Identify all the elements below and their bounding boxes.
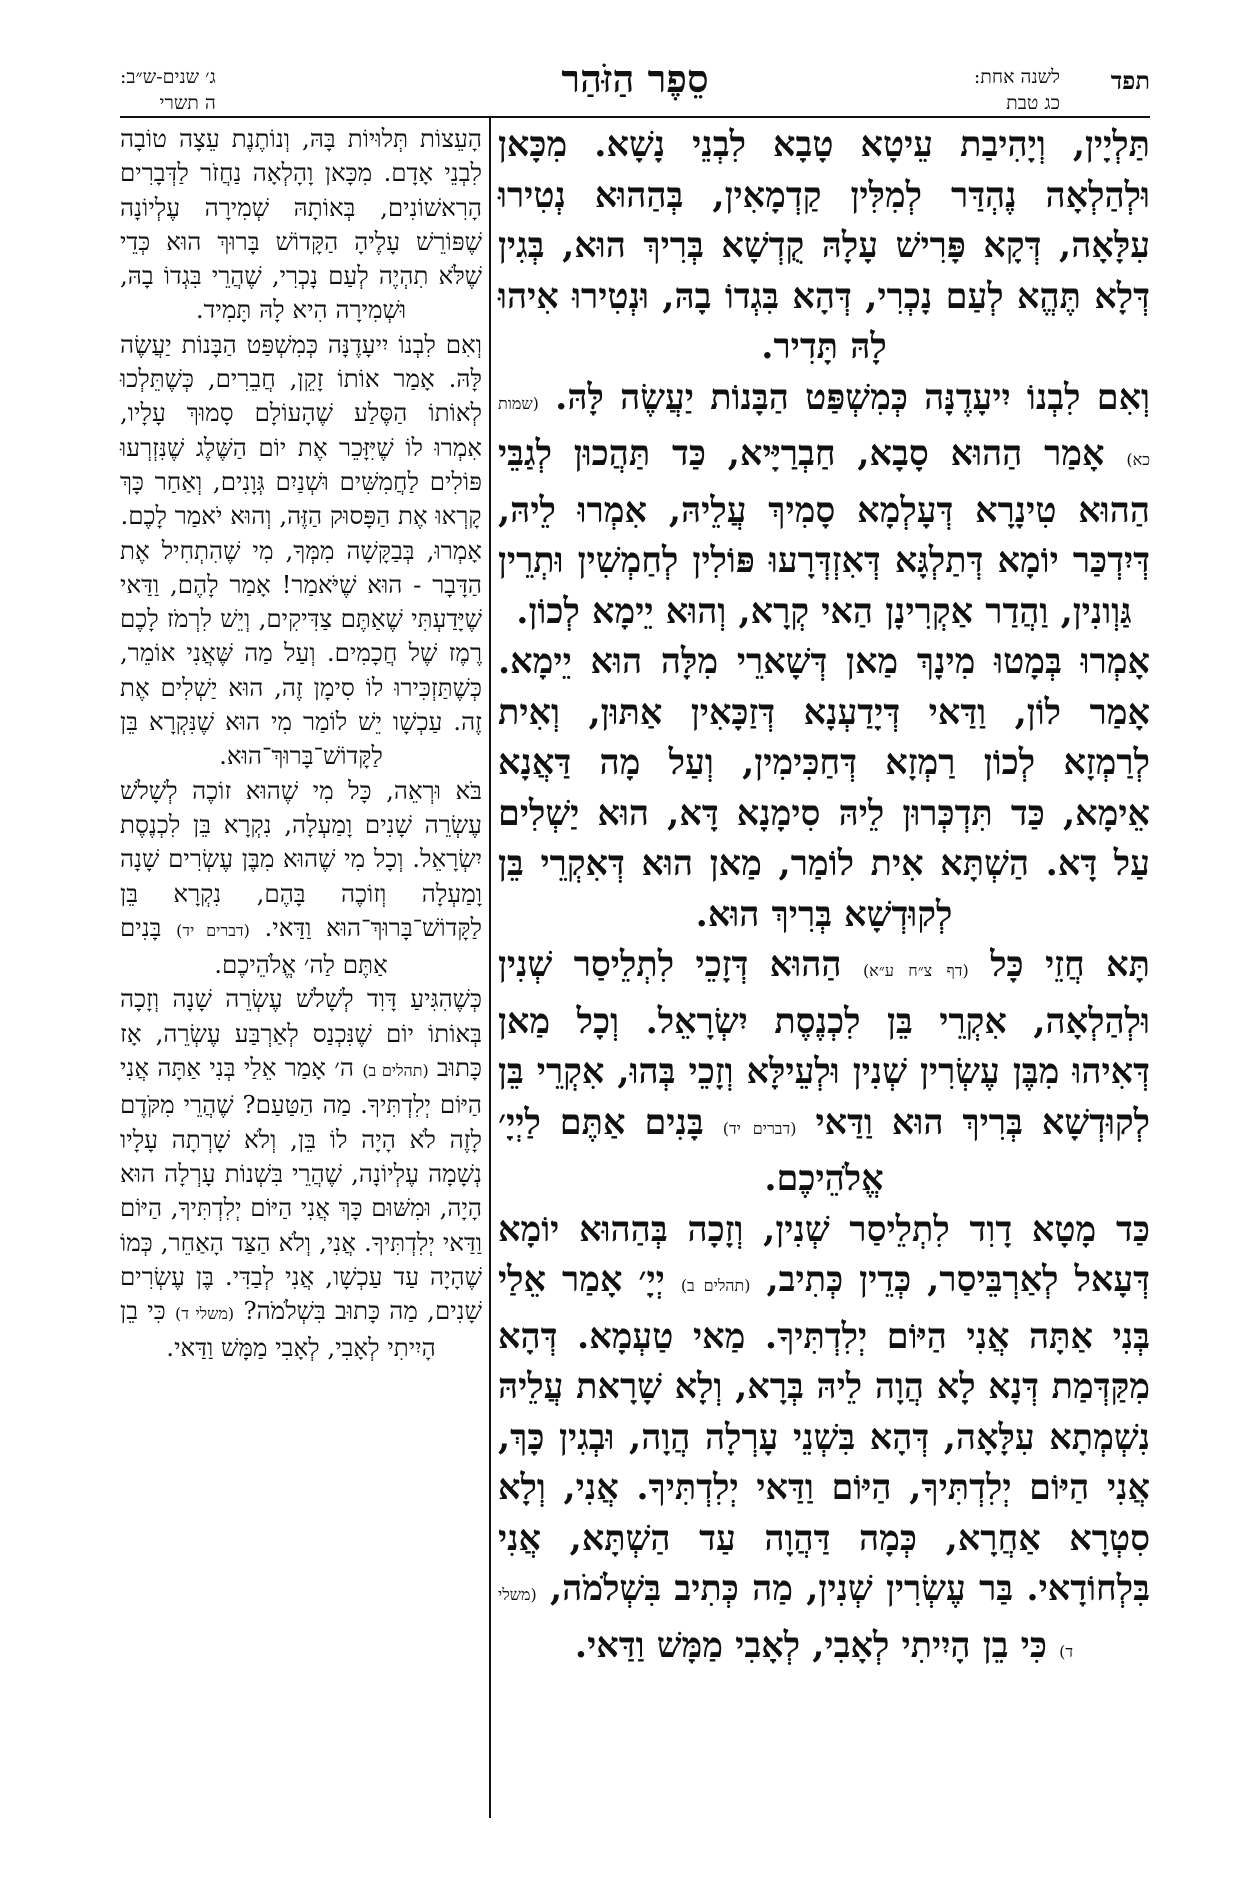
reading-schedule-three-years	[120, 64, 216, 116]
paragraph-text: אָמְרוּ, בְּבַקָּשָׁה מִמְּךָ, מִי שֶׁהִתְחִיל אֶת הַדָּבָר - הוּא שֶׁיֹּאמַר! אָמַר לָהֶם, וַדַּאי שֶׁיָּדַעְתִּי שֶׁאַתֶּם צַדִּיקִים, וְיֵשׁ לִרְמֹז לָכֶם רֶמֶז שֶׁל חֲכָמִים. וְעַל מַה שֶּׁאֲנִי אוֹמֵר, כְּשֶׁתַּזְכִּירוּ לוֹ סִימָן זֶה, הוּא יַשְׁלִים אֶת זֶה. עַכְשָׁו יֵשׁ לוֹמַר מִי הוּא שֶׁנִּקְרָא בֵּן לַקָּדוֹשׁ־בָּרוּךְ־הוּא.	[120, 535, 482, 771]
main-paragraph	[498, 940, 1150, 1205]
verse-reference: (דברים יד)	[722, 1118, 797, 1138]
verse-reference: (תהלים ב)	[680, 1276, 751, 1295]
main-paragraph	[498, 1205, 1150, 1678]
verse-reference: (משלי ד)	[498, 1585, 1074, 1661]
verse-reference: (תהלים ב)	[362, 1061, 429, 1081]
main-paragraph	[498, 637, 1150, 940]
side-paragraph	[120, 328, 482, 534]
main-paragraph	[498, 120, 1150, 373]
schedule-date: כג טבת	[1006, 92, 1060, 114]
paragraph-text: אָמְרוּ בְּמָטוּ מִינָךְ מַאן דְּשָׁארֵי מִלָּה הוּא יֵימָא. אָמַר לוֹן, וַדַּאי דְּיָדַעְנָא דְּזַכָּאִין אַתּוּן, וְאִית לְרַמְזָא לְכוֹן רַמְזָא דְּחַכִּימִין, וְעַל מָה דַּאֲנָא אֵימָא, כַּד תִּדְכְּרוּן לֵיהּ סִימָנָא דָּא, הוּא יַשְׁלִים עַל דָּא. הַשְׁתָּא אִית לוֹמַר, מַאן הוּא דְּאִקְרֵי בֵּן לְקוּדְשָׁא בְּרִיךְ הוּא.	[498, 641, 1150, 935]
paragraph-text: בָּנִים אַתֶּם לַיְיָ׳ אֱלֹהֵיכֶם.	[498, 1101, 884, 1199]
paragraph-text: אָמַר הַהוּא סָבָא, חַבְרַיָּיא, כַּד תַּהֲכוּן לְגַבֵּי הַהוּא טִינָרָא דְּעָלְמָא סָמִיךְ עֲלֵיהּ, אִמְרוּ לֵיהּ, דְּיִדְכַּר יוֹמָא דְּתַלְגָּא דְּאִזְדְּרָעוּ פּוֹלִין לְחַמְשִׁין וּתְרֵין גַּוְונִין, וַהֲדַר אַקְרִינָן הַאי קְרָא, וְהוּא יֵימָא לְכוֹן.	[498, 433, 1150, 632]
paragraph-text: הָעֵצוֹת תְּלוּיוֹת בָּהּ, וְנוֹתֶנֶת עֵצָה טוֹבָה לִבְנֵי אָדָם. מִכָּאן וָהָלְאָה נַחֲזֹר לַדְּבָרִים הָרִאשׁוֹנִים, בְּאוֹתָהּ שְׁמִירָה עֶלְיוֹנָה שֶׁפּוֹרֵשׁ עָלֶיהָ הַקָּדוֹשׁ בָּרוּךְ הוּא כְּדֵי שֶׁלֹּא תִהְיֶה לְעַם נָכְרִי, שֶׁהֲרֵי בִּגְדוֹ בָהּ, וּשְׁמִירָה הִיא לָהּ תָּמִיד.	[120, 124, 482, 325]
verse-reference: (דברים יד)	[176, 920, 250, 940]
page-header	[120, 56, 1150, 122]
hebrew-translation-column	[120, 122, 482, 1366]
paragraph-text: כִּי בֵן הָיִיתִי לְאָבִי, לְאָבִי מַמָּשׁ וַדַּאי.	[120, 1296, 436, 1363]
book-title: סֵפֶר הַזֹּהַר	[561, 56, 709, 101]
paragraph-text: בָּנִים אַתֶּם לַה׳ אֱלֹהֵיכֶם.	[120, 912, 388, 980]
paragraph-text: ה׳ אָמַר אֵלַי בְּנִי אַתָּה אֲנִי הַיּוֹם יְלִדְתִּיךָ. מַה הַטַּעַם? שֶׁהֲרֵי מִקֹּדֶם לָזֶה לֹא הָיָה לוֹ בֵּן, וְלֹא שָׁרְתָה עָלָיו נְשָׁמָה עֶלְיוֹנָה, שֶׁהֲרֵי בִּשְׁנוֹת עָרְלָה הוּא הָיָה, וּמִשּׁוּם כָּךְ אֲנִי הַיּוֹם יְלִדְתִּיךָ, הַיּוֹם וַדַּאי יְלִדְתִּיךָ. אֲנִי, וְלֹא הַצַּד הָאַחֵר, כְּמוֹ שֶׁהָיָה עַד עַכְשָׁו, אֲנִי לְבַדִּי. בֶּן עֶשְׂרִים שָׁנִים, מַה כָּתוּב בִּשְׁלֹמֹה?	[120, 1053, 482, 1326]
paragraph-text: וְאִם לִבְנוֹ יִיעָדֶנָּה כְּמִשְׁפַּט הַבָּנוֹת יַעֲשֶׂה לָּהּ. אָמַר אוֹתוֹ זָקֵן, חֲבֵרִים, כְּשֶׁתֵּלְכוּ לְאוֹתוֹ הַסֶּלַע שֶׁהָעוֹלָם סָמוּךְ עָלָיו, אִמְרוּ לוֹ שֶׁיִּזָּכֵר אֶת יוֹם הַשֶּׁלֶג שֶׁנִּזְרְעוּ פּוֹלִים לַחֲמִשִּׁים וּשְׁנַיִם גְּוָנִים, וְאַחַר כָּךְ קָרְאוּ אֶת הַפָּסוּק הַזֶּה, וְהוּא יֹאמַר לָכֶם.	[120, 329, 482, 531]
side-paragraph	[120, 774, 482, 983]
paragraph-text: יְיָ׳ אָמַר אֵלַי בְּנִי אַתָּה אֲנִי הַיּוֹם יְלִדְתִּיךָ. מַאי טַעְמָא. דְּהָא מִקַּדְּמַת דְּנָא לָא הֲוָה לֵיהּ בְּרָא, וְלָא שָׁרָאת עֲלֵיהּ נִשְׁמְתָא עִלָּאָה, דְּהָא בִּשְׁנֵי עָרְלָה הֲוָה, וּבְגִין כָּךְ, אֲנִי הַיּוֹם יְלִדְתִּיךָ, הַיּוֹם וַדַּאי יְלִדְתִּיךָ. אֲנִי, וְלָא סִטְרָא אַחֲרָא, כְּמָה דַּהֲוָה עַד הַשְׁתָּא, אֲנִי בִּלְחוֹדָאי. בַּר עֶשְׂרִין שְׁנִין, מַה כְּתִיב בִּשְׁלֹמֹה,	[498, 1259, 1150, 1609]
schedule-label: לשנה אחת:	[973, 66, 1060, 88]
paragraph-text: כַּד מָטָא דָוִד לִתְלֵיסַר שְׁנִין, וְזָכָה בְּהַהוּא יוֹמָא דְּעָאל לְאַרְבֵּיסַר, כְּדֵין כְּתִיב,	[498, 1208, 1151, 1300]
column-divider	[489, 118, 491, 1818]
paragraph-text: כְּשֶׁהִגִּיעַ דָּוִד לְשָׁלֹשׁ עֶשְׂרֵה שָׁנָה וְזָכָה בְּאוֹתוֹ יוֹם שֶׁנִּכְנַס לְאַרְבַּע עֶשְׂרֵה, אָז כָּתוּב	[120, 984, 482, 1083]
header-divider	[120, 116, 1150, 118]
schedule-date: ה תשרי	[159, 92, 216, 114]
paragraph-text: בֹּא וּרְאֵה, כָּל מִי שֶׁהוּא זוֹכֶה לְשָׁלֹשׁ עֶשְׂרֵה שָׁנִים וָמַעְלָה, נִקְרָא בֵּן לִכְנֶסֶת יִשְׂרָאֵל. וְכָל מִי שֶׁהוּא מִבֶּן עֶשְׂרִים שָׁנָה וָמַעְלָה וְזוֹכֶה בָּהֶם, נִקְרָא בֵּן לַקָּדוֹשׁ־בָּרוּךְ־הוּא וַדַּאי.	[120, 775, 482, 942]
paragraph-text: וְאִם לִבְנוֹ יִיעָדֶנָּה כְּמִשְׁפַּט הַבָּנוֹת יַעֲשֶׂה לָּהּ.	[555, 376, 1151, 418]
verse-reference: (משלי ד)	[174, 1304, 235, 1324]
paragraph-text: תָּא חֲזֵי כָּל	[990, 944, 1150, 985]
side-paragraph	[120, 982, 482, 1365]
side-paragraph	[120, 534, 482, 774]
verse-reference: (שמות כא)	[498, 393, 1151, 469]
page-number: תפד	[1110, 66, 1150, 95]
paragraph-text: תַּלְיָין, וְיָהִיבַת עֵיטָא טָבָא לִבְנֵי נָשָׁא. מִכָּאן וּלְהַלְאָה נֶהְדַּר לְמִלִּין קַדְמָאִין, בְּהַהוּא נְטִירוּ עִלָּאָה, דְּקָא פָּרִישׁ עָלָהּ קֻדְשָׁא בְּרִיךְ הוּא, בְּגִין דְּלָא תֶּהֱא לְעַם נָכְרִי, דְּהָא בִּגְדוֹ בָהּ, וּנְטִירוּ אִיהוּ לָהּ תָּדִיר.	[498, 124, 1150, 367]
main-paragraph	[498, 373, 1150, 638]
paragraph-text: הַהוּא דְּזָכֵי לִתְלֵיסַר שְׁנִין וּלְהַלְאָה, אִקְרֵי בֵּן לִכְנֶסֶת יִשְׂרָאֵל. וְכָל מַאן דְּאִיהוּ מִבֶּן עֶשְׂרִין שְׁנִין וּלְעֵילָּא וְזָכֵי בְּהוּ, אִקְרֵי בֵּן לְקוּדְשָׁא בְּרִיךְ הוּא וַדַּאי	[498, 944, 1151, 1143]
side-paragraph	[120, 122, 482, 328]
paragraph-text: כִּי בֵן הָיִיתִי לְאָבִי, לְאָבִי מַמָּשׁ וַדַּאי.	[574, 1624, 1047, 1666]
aramaic-main-column	[498, 120, 1150, 1677]
schedule-label: ג׳ שנים-ש״ב:	[120, 66, 216, 88]
folio-reference: (דף צ״ח ע״א)	[862, 961, 969, 980]
